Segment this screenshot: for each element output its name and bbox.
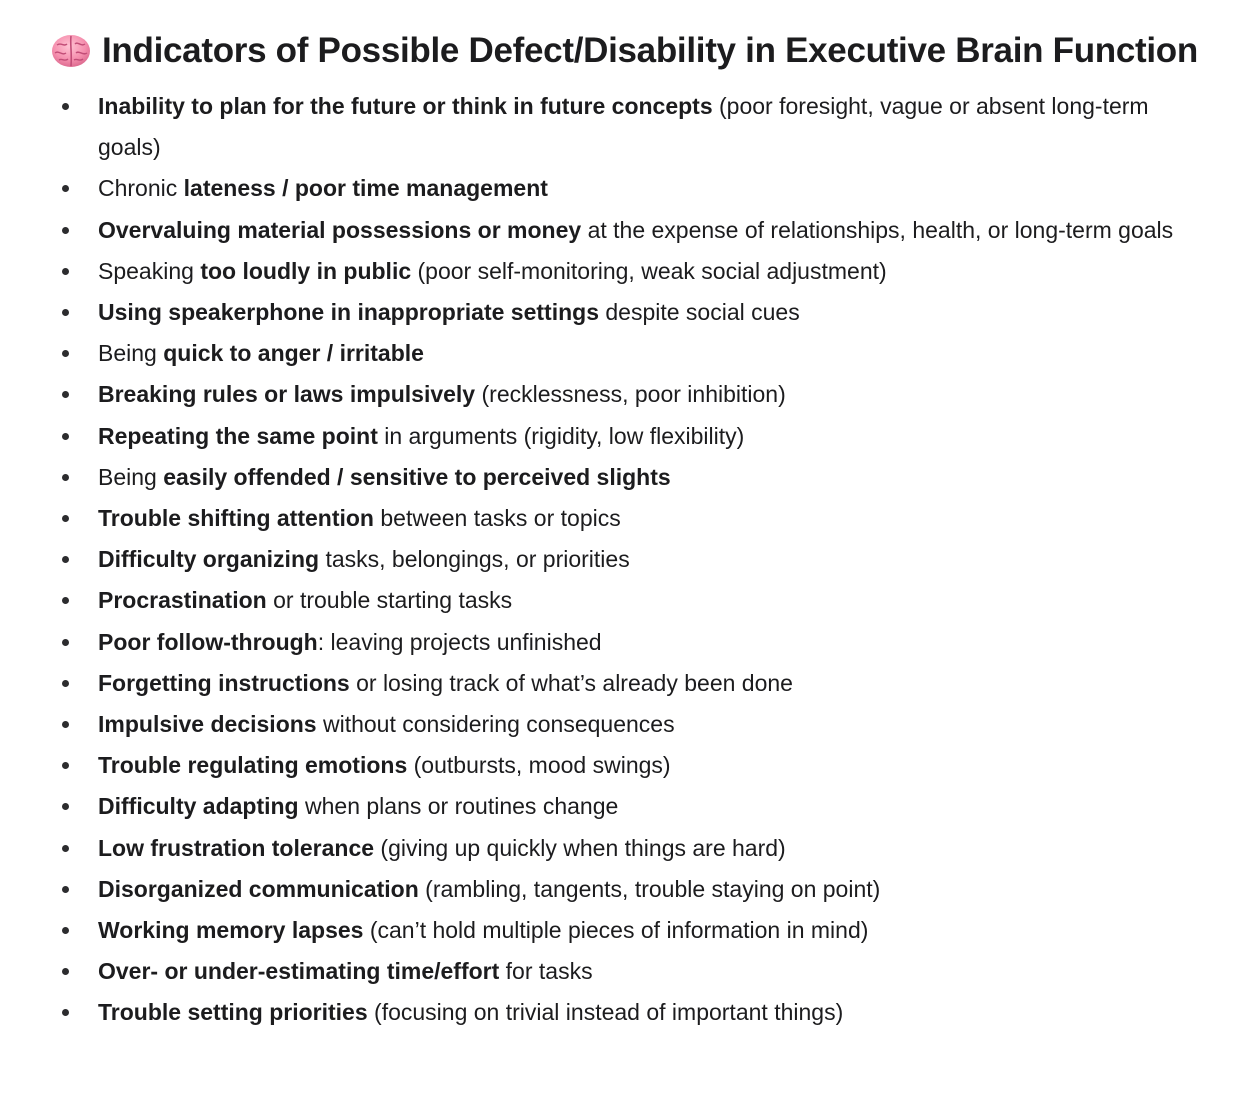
item-prefix-text: Chronic xyxy=(98,175,184,202)
item-suffix-text: (giving up quickly when things are hard) xyxy=(374,834,786,861)
bullet-icon xyxy=(62,639,69,646)
item-suffix-text: (poor self-monitoring, weak social adjustment) xyxy=(411,257,887,284)
item-suffix-text: (can’t hold multiple pieces of information in mind) xyxy=(363,917,869,944)
bullet-icon xyxy=(62,515,69,522)
item-bold-text: Trouble setting priorities xyxy=(98,999,368,1026)
item-bold-text: Trouble regulating emotions xyxy=(98,752,408,779)
bullet-icon xyxy=(62,391,69,398)
brain-icon xyxy=(50,32,92,70)
bullet-icon xyxy=(62,680,69,687)
item-suffix-text: when plans or routines change xyxy=(298,793,619,820)
list-item xyxy=(50,828,1214,869)
list-item xyxy=(50,992,1214,1033)
item-bold-text: quick to anger / irritable xyxy=(163,340,424,367)
item-suffix-text: : leaving projects unfinished xyxy=(317,628,602,655)
item-bold-text: Inability to plan for the future or think in future concepts xyxy=(98,93,713,119)
list-item xyxy=(50,786,1214,827)
page-title: Indicators of Possible Defect/Disability in Executive Brain Function xyxy=(102,31,1198,70)
list-item xyxy=(50,539,1214,580)
bullet-icon xyxy=(62,597,69,604)
item-bold-text: Overvaluing material possessions or money xyxy=(98,216,582,243)
item-suffix-text: for tasks xyxy=(499,958,593,985)
item-bold-text: Working memory lapses xyxy=(98,917,364,944)
item-suffix-text: (focusing on trivial instead of important things) xyxy=(367,999,844,1026)
bullet-icon xyxy=(62,886,69,893)
item-bold-text: Low frustration tolerance xyxy=(98,834,375,861)
list-item xyxy=(50,869,1214,910)
list-item xyxy=(50,745,1214,786)
bullet-icon xyxy=(62,474,69,481)
item-bold-text: Forgetting instructions xyxy=(98,669,350,696)
item-suffix-text: or trouble starting tasks xyxy=(266,587,513,614)
item-prefix-text: Being xyxy=(98,463,164,490)
item-suffix-text: (poor foresight, vague or absent long-term goals) xyxy=(98,93,1149,161)
bullet-icon xyxy=(62,227,69,234)
list-item xyxy=(50,457,1214,498)
item-bold-text: Breaking rules or laws impulsively xyxy=(98,381,476,408)
bullet-icon xyxy=(62,927,69,934)
item-suffix-text: in arguments (rigidity, low flexibility) xyxy=(377,422,745,449)
item-suffix-text: despite social cues xyxy=(598,299,800,326)
bullet-icon xyxy=(62,103,69,110)
bullet-icon xyxy=(62,1009,69,1016)
list-item xyxy=(50,622,1214,663)
item-bold-text: Difficulty organizing xyxy=(98,546,320,573)
list-item xyxy=(50,704,1214,745)
bullet-icon xyxy=(62,350,69,357)
item-suffix-text: tasks, belongings, or priorities xyxy=(319,546,630,573)
list-item xyxy=(50,251,1214,292)
item-suffix-text: (outbursts, mood swings) xyxy=(407,752,671,779)
bullet-icon xyxy=(62,309,69,316)
bullet-icon xyxy=(62,968,69,975)
item-prefix-text: Being xyxy=(98,340,164,367)
item-suffix-text: between tasks or topics xyxy=(373,505,621,532)
item-bold-text: lateness / poor time management xyxy=(183,175,548,202)
bullet-icon xyxy=(62,762,69,769)
item-bold-text: too loudly in public xyxy=(200,257,412,284)
item-bold-text: Trouble shifting attention xyxy=(98,505,374,532)
item-suffix-text: (recklessness, poor inhibition) xyxy=(475,381,786,408)
item-prefix-text: Speaking xyxy=(98,257,201,284)
item-bold-text: Poor follow-through xyxy=(98,628,318,655)
list-item xyxy=(50,663,1214,704)
bullet-icon xyxy=(62,721,69,728)
item-suffix-text: at the expense of relationships, health, or long-term goals xyxy=(581,216,1174,243)
list-item xyxy=(50,333,1214,374)
list-item xyxy=(50,416,1214,457)
item-bold-text: Over- or under-estimating time/effort xyxy=(98,958,500,985)
bullet-icon xyxy=(62,433,69,440)
bullet-icon xyxy=(62,268,69,275)
item-suffix-text: (rambling, tangents, trouble staying on point) xyxy=(418,875,881,902)
title-row xyxy=(50,28,1214,74)
item-bold-text: easily offended / sensitive to perceived slights xyxy=(163,463,671,490)
item-bold-text: Impulsive decisions xyxy=(98,711,317,738)
list-item xyxy=(50,498,1214,539)
list-item xyxy=(50,580,1214,621)
item-bold-text: Repeating the same point xyxy=(98,422,378,449)
item-bold-text: Using speakerphone in inappropriate settings xyxy=(98,299,599,326)
list-item xyxy=(50,86,1214,168)
item-bold-text: Procrastination xyxy=(98,587,267,614)
item-suffix-text: without considering consequences xyxy=(316,711,675,738)
item-bold-text: Disorganized communication xyxy=(98,875,419,902)
list-item xyxy=(50,292,1214,333)
list-item xyxy=(50,374,1214,415)
item-bold-text: Difficulty adapting xyxy=(98,793,299,820)
list-item xyxy=(50,168,1214,209)
list-item xyxy=(50,910,1214,951)
list-item xyxy=(50,951,1214,992)
bullet-icon xyxy=(62,185,69,192)
bullet-icon xyxy=(62,845,69,852)
list-item xyxy=(50,210,1214,251)
bullet-icon xyxy=(62,803,69,810)
item-suffix-text: or losing track of what’s already been done xyxy=(349,669,793,696)
indicator-list xyxy=(50,86,1214,1034)
bullet-icon xyxy=(62,556,69,563)
